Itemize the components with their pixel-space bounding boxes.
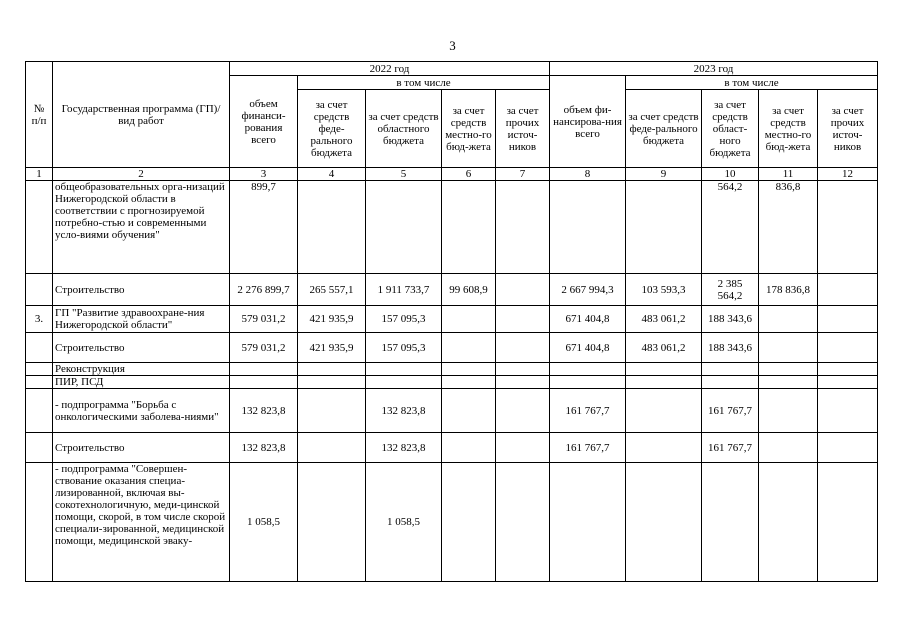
regional-2023 (702, 376, 759, 389)
table-row (26, 433, 878, 463)
row-name: ПИР, ПСД (53, 376, 230, 389)
header-year-2023: 2023 год (550, 62, 878, 76)
federal-2023: 483 061,2 (626, 306, 702, 333)
column-number: 11 (759, 168, 818, 181)
row-num: 3. (26, 306, 53, 333)
column-number-row (26, 168, 878, 181)
total-2023 (550, 463, 626, 582)
table-row (26, 274, 878, 306)
table-row (26, 363, 878, 376)
total-2023 (550, 363, 626, 376)
header-num: № п/п (26, 62, 53, 168)
other-2023 (818, 306, 878, 333)
local-2023 (759, 363, 818, 376)
total-2023: 671 404,8 (550, 333, 626, 363)
table-header (26, 62, 878, 181)
other-2022 (496, 376, 550, 389)
other-2023 (818, 363, 878, 376)
table-row (26, 389, 878, 433)
total-2022 (230, 363, 298, 376)
row-num (26, 389, 53, 433)
federal-2023 (626, 363, 702, 376)
table-row (26, 181, 878, 274)
other-2022 (496, 274, 550, 306)
total-2022: 132 823,8 (230, 433, 298, 463)
local-2022 (442, 389, 496, 433)
regional-2022 (366, 181, 442, 274)
federal-2023 (626, 389, 702, 433)
regional-2023: 161 767,7 (702, 389, 759, 433)
total-2022: 1 058,5 (230, 463, 298, 582)
federal-2022 (298, 433, 366, 463)
federal-2022: 421 935,9 (298, 333, 366, 363)
column-number: 3 (230, 168, 298, 181)
federal-2022: 421 935,9 (298, 306, 366, 333)
row-name: общеобразовательных орга-низаций Нижегородской области в соответствии с прогнозируемой потребно-стью и современными усло-виями обучения" (53, 181, 230, 274)
federal-2022 (298, 389, 366, 433)
row-num (26, 376, 53, 389)
local-2022 (442, 306, 496, 333)
local-2023 (759, 376, 818, 389)
other-2022 (496, 433, 550, 463)
federal-2022 (298, 463, 366, 582)
federal-2022 (298, 376, 366, 389)
local-2022: 99 608,9 (442, 274, 496, 306)
header-other-2023: за счет прочих источ-ников (818, 90, 878, 168)
regional-2023: 188 343,6 (702, 333, 759, 363)
column-number: 7 (496, 168, 550, 181)
federal-2023 (626, 433, 702, 463)
local-2023: 178 836,8 (759, 274, 818, 306)
regional-2023: 2 385 564,2 (702, 274, 759, 306)
regional-2022 (366, 363, 442, 376)
other-2023 (818, 333, 878, 363)
total-2022: 2 276 899,7 (230, 274, 298, 306)
other-2023 (818, 274, 878, 306)
column-number: 5 (366, 168, 442, 181)
local-2022 (442, 181, 496, 274)
total-2023: 2 667 994,3 (550, 274, 626, 306)
federal-2022 (298, 363, 366, 376)
header-regional-2023: за счет средств област-ного бюджета (702, 90, 759, 168)
total-2023 (550, 376, 626, 389)
header-including-2022: в том числе (298, 76, 550, 90)
row-name: Реконструкция (53, 363, 230, 376)
table-row (26, 376, 878, 389)
header-including-2023: в том числе (626, 76, 878, 90)
row-name: Строительство (53, 274, 230, 306)
header-program: Государственная программа (ГП)/ вид работ (53, 62, 230, 168)
header-local-2023: за счет средств местно-го бюд-жета (759, 90, 818, 168)
column-number: 1 (26, 168, 53, 181)
row-name: Строительство (53, 333, 230, 363)
federal-2023 (626, 376, 702, 389)
table-body (26, 181, 878, 582)
regional-2022: 157 095,3 (366, 333, 442, 363)
total-2022: 579 031,2 (230, 306, 298, 333)
row-num (26, 181, 53, 274)
header-federal-2023: за счет средств феде-рального бюджета (626, 90, 702, 168)
header-other-2022: за счет прочих источ-ников (496, 90, 550, 168)
local-2023 (759, 333, 818, 363)
regional-2022: 1 911 733,7 (366, 274, 442, 306)
other-2023 (818, 181, 878, 274)
local-2023 (759, 389, 818, 433)
table-row (26, 463, 878, 582)
row-name: - подпрограмма "Борьба с онкологическими заболева-ниями" (53, 389, 230, 433)
regional-2022: 132 823,8 (366, 433, 442, 463)
total-2023: 161 767,7 (550, 389, 626, 433)
row-num (26, 463, 53, 582)
row-name: - подпрограмма "Совершен-ствование оказания специа-лизированной, включая вы-сокотехнологичную, меди-цинской помощи, скорой, в том числе скорой специали-зированной, медицинской помощи, медицинской эваку- (53, 463, 230, 582)
other-2022 (496, 181, 550, 274)
column-number: 4 (298, 168, 366, 181)
regional-2023: 564,2 (702, 181, 759, 274)
local-2022 (442, 363, 496, 376)
federal-2022: 265 557,1 (298, 274, 366, 306)
header-total-2023: объем фи-нансирова-ния всего (550, 76, 626, 168)
column-number: 6 (442, 168, 496, 181)
regional-2023: 188 343,6 (702, 306, 759, 333)
total-2022: 132 823,8 (230, 389, 298, 433)
local-2023: 836,8 (759, 181, 818, 274)
total-2023: 161 767,7 (550, 433, 626, 463)
other-2022 (496, 463, 550, 582)
row-num (26, 333, 53, 363)
column-number: 8 (550, 168, 626, 181)
row-num (26, 274, 53, 306)
federal-2023 (626, 463, 702, 582)
header-total-2022: объем финанси-рования всего (230, 76, 298, 168)
table-row (26, 333, 878, 363)
regional-2022: 1 058,5 (366, 463, 442, 582)
table-row (26, 306, 878, 333)
regional-2023: 161 767,7 (702, 433, 759, 463)
other-2023 (818, 389, 878, 433)
local-2023 (759, 463, 818, 582)
header-year-2022: 2022 год (230, 62, 550, 76)
header-federal-2022: за счет средств феде-рального бюджета (298, 90, 366, 168)
other-2022 (496, 363, 550, 376)
local-2022 (442, 333, 496, 363)
row-num (26, 363, 53, 376)
other-2023 (818, 463, 878, 582)
other-2022 (496, 306, 550, 333)
column-number: 12 (818, 168, 878, 181)
column-number: 10 (702, 168, 759, 181)
header-regional-2022: за счет средств областного бюджета (366, 90, 442, 168)
local-2022 (442, 463, 496, 582)
total-2023: 671 404,8 (550, 306, 626, 333)
regional-2023 (702, 463, 759, 582)
other-2023 (818, 376, 878, 389)
regional-2022 (366, 376, 442, 389)
local-2022 (442, 433, 496, 463)
regional-2022: 132 823,8 (366, 389, 442, 433)
total-2022 (230, 376, 298, 389)
row-num (26, 433, 53, 463)
column-number: 9 (626, 168, 702, 181)
total-2023 (550, 181, 626, 274)
regional-2022: 157 095,3 (366, 306, 442, 333)
other-2022 (496, 389, 550, 433)
row-name: ГП "Развитие здравоохране-ния Нижегородской области" (53, 306, 230, 333)
other-2022 (496, 333, 550, 363)
local-2023 (759, 306, 818, 333)
column-number: 2 (53, 168, 230, 181)
page-number: 3 (449, 38, 456, 53)
federal-2023: 103 593,3 (626, 274, 702, 306)
row-name: Строительство (53, 433, 230, 463)
total-2022: 899,7 (230, 181, 298, 274)
local-2022 (442, 376, 496, 389)
financing-table (25, 61, 878, 582)
local-2023 (759, 433, 818, 463)
federal-2023: 483 061,2 (626, 333, 702, 363)
regional-2023 (702, 363, 759, 376)
total-2022: 579 031,2 (230, 333, 298, 363)
other-2023 (818, 433, 878, 463)
header-local-2022: за счет средств местно-го бюд-жета (442, 90, 496, 168)
federal-2022 (298, 181, 366, 274)
federal-2023 (626, 181, 702, 274)
